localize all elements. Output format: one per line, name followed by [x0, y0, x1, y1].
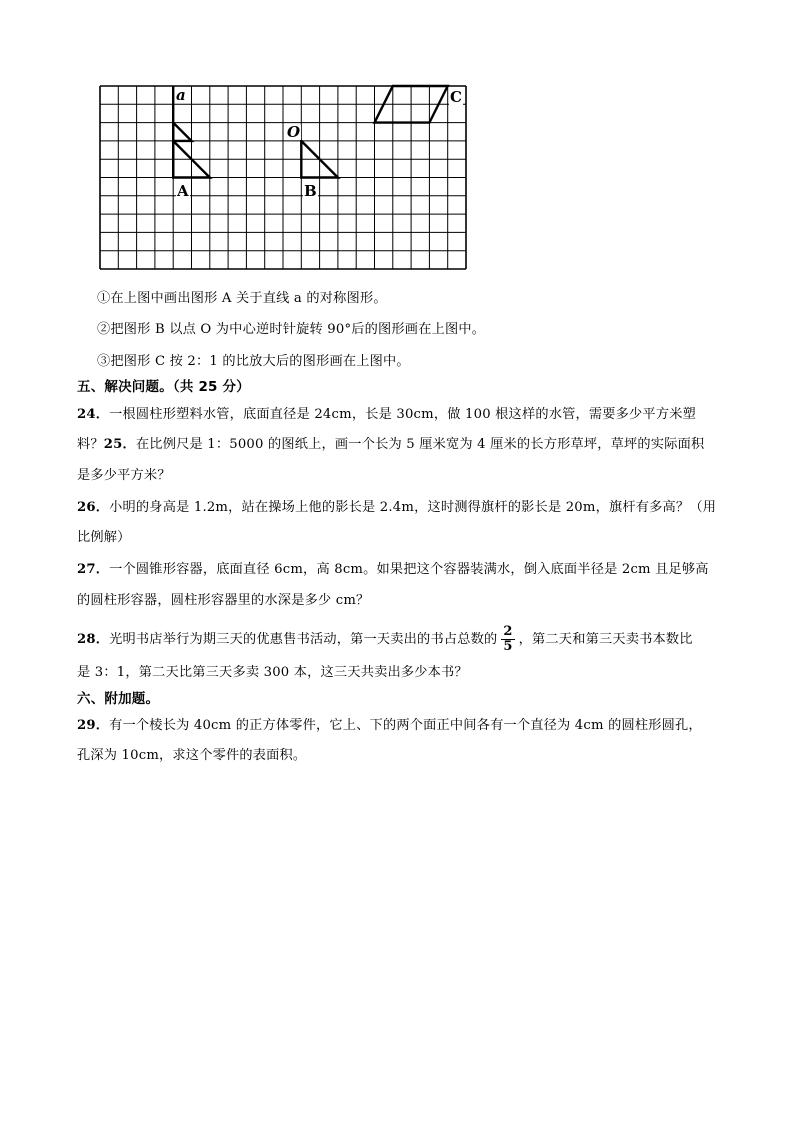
section-5-title: 五、解决问题。（共 25 分） — [77, 379, 250, 395]
axis-label-a: a — [176, 86, 186, 104]
fraction-numerator: 2 — [503, 624, 513, 639]
fraction-two-fifths — [501, 625, 514, 654]
question-26-number: 26． — [77, 500, 110, 515]
question-29-text: 有一个棱长为 40cm 的正方体零件，它上、下的两个面正中间各有一个直径为 4cm 的圆柱形圆孔， — [109, 718, 702, 733]
task-1: ①在上图中画出图形 A 关于直线 a 的对称图形。 — [97, 291, 387, 306]
question-28-line-2: 是 3：1，第二天比第三天多卖 300 本，这三天共卖出多少本书？ — [77, 665, 468, 680]
question-27-line-1 — [77, 560, 709, 580]
question-28-text-b: ，第二天和第三天卖书本数比 — [518, 632, 693, 647]
grid-figure — [100, 86, 466, 272]
question-24-text-2: 料？ — [77, 437, 104, 452]
question-29-number: 29． — [77, 718, 110, 733]
question-28-text-a: 光明书店举行为期三天的优惠售书活动，第一天卖出的书占总数的 — [109, 632, 498, 647]
question-26-line-1 — [77, 498, 716, 518]
shape-label-c: C — [450, 88, 462, 106]
question-26-text: 小明的身高是 1.2m，站在操场上他的影长是 2.4m，这时测得旗杆的影长是 20m，旗杆有多高？（用 — [109, 500, 717, 515]
center-label-o: O — [287, 123, 301, 141]
question-28-number: 28． — [77, 632, 110, 647]
task-2: ②把图形 B 以点 O 为中心逆时针旋转 90°后的图形画在上图中。 — [97, 322, 486, 337]
fraction-denominator: 5 — [503, 639, 513, 654]
question-24-25-line — [77, 435, 704, 455]
question-25-number: 25． — [103, 437, 136, 452]
question-27-line-2: 的圆柱形容器，圆柱形容器里的水深是多少 cm？ — [77, 593, 370, 608]
section-6-title: 六、附加题。 — [77, 691, 160, 707]
shape-label-a: A — [177, 182, 189, 200]
question-26-line-2: 比例解） — [77, 530, 131, 545]
question-25-line-2: 是多少平方米？ — [77, 468, 171, 483]
question-24-line-1 — [77, 405, 696, 425]
question-27-text: 一个圆锥形容器，底面直径 6cm，高 8cm。如果把这个容器装满水，倒入底面半径是 2cm 且足够高 — [109, 562, 709, 577]
question-28-line-1 — [77, 622, 693, 658]
question-25-text: 在比例尺是 1：5000 的图纸上，画一个长为 5 厘米宽为 4 厘米的长方形草坪，草坪的实际面积 — [135, 437, 705, 452]
shape-label-b: B — [304, 182, 317, 200]
shape-a-small-triangle — [173, 123, 191, 141]
task-3: ③把图形 C 按 2：1 的比放大后的图形画在上图中。 — [97, 354, 410, 369]
question-27-number: 27． — [77, 562, 110, 577]
question-29-line-2: 孔深为 10cm，求这个零件的表面积。 — [77, 748, 307, 763]
question-24-text: 一根圆柱形塑料水管，底面直径是 24cm，长是 30cm，做 100 根这样的水管，需要多少平方米塑 — [109, 407, 696, 422]
question-29-line-1 — [77, 716, 702, 736]
grid-svg — [100, 86, 466, 272]
question-24-number: 24． — [77, 407, 110, 422]
